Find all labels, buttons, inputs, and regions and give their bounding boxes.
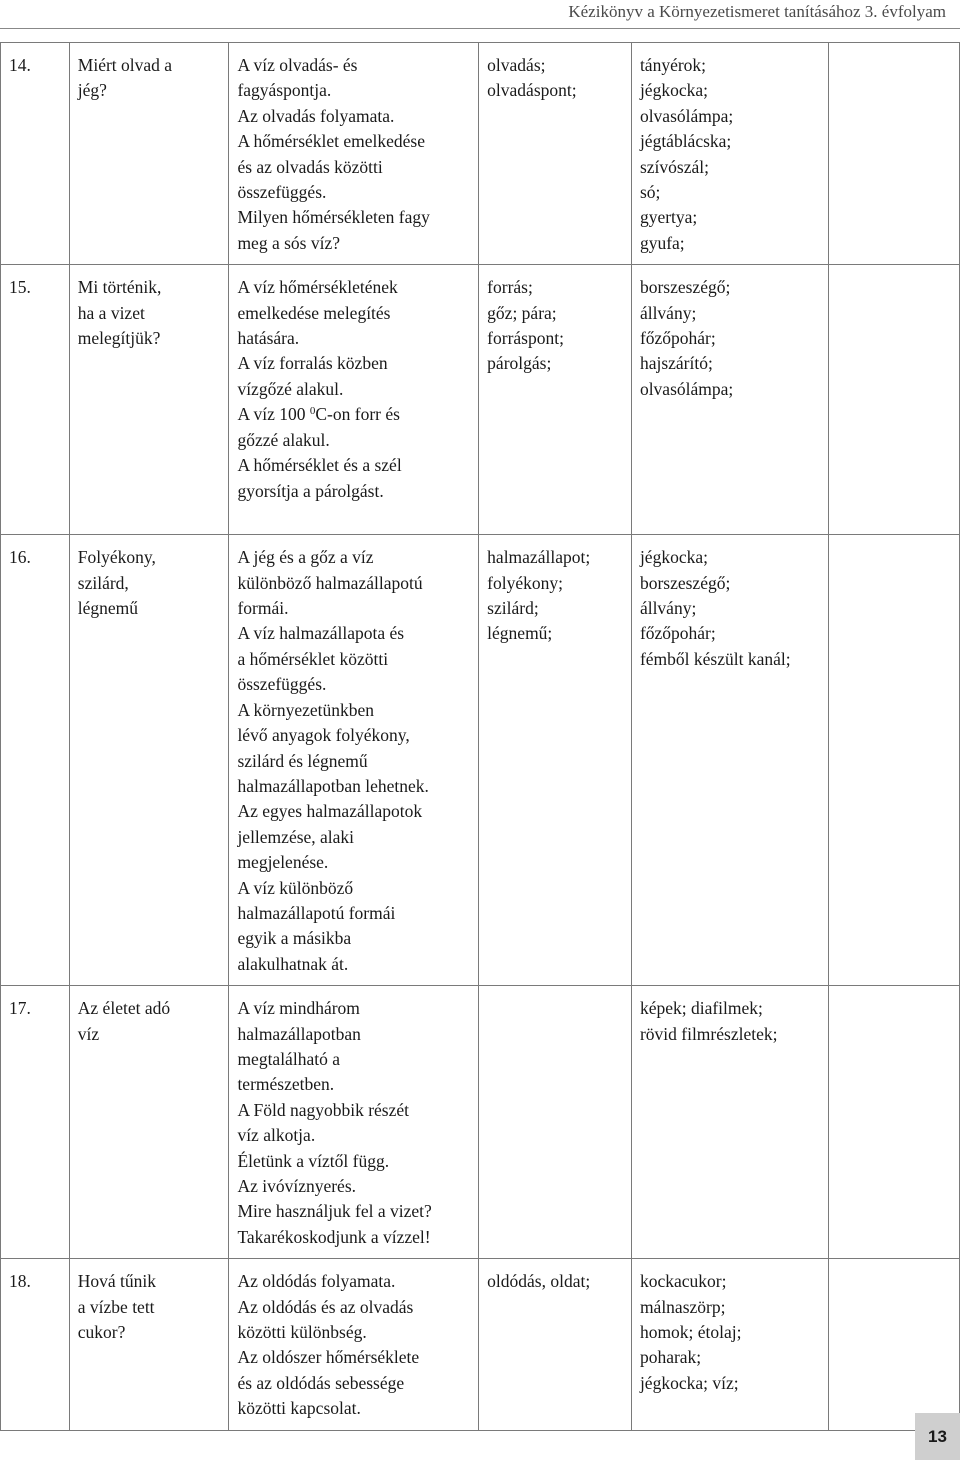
content-line: természetben. [237,1074,335,1095]
content-line: A hőmérséklet emelkedése [237,131,426,152]
topic-line: Folyékony, [77,547,156,568]
tool-line: gyufa; [639,232,685,253]
content-line: és az oldódás sebessége [237,1372,405,1393]
content-line: meg a sós víz? [237,232,340,253]
term-line: oldódás, oldat; [487,1271,591,1292]
content-line: emelkedése melegítés [237,302,391,323]
lesson-notes-cell [828,265,959,535]
term-line: forrás; [487,277,533,298]
topic-line: Miért olvad a [77,55,173,75]
lesson-number: 18. [9,1271,31,1292]
term-line: gőz; pára; [487,302,557,323]
content-line: Milyen hőmérsékleten fagy [237,207,430,228]
table-row [1,535,960,986]
tool-line: jégkocka; víz; [639,1372,739,1393]
tool-line: málnaszörp; [639,1296,726,1317]
lesson-content-cell [229,535,479,986]
tool-line: szívószál; [639,156,709,177]
topic-line: a vízbe tett [77,1296,155,1317]
topic-line: jég? [77,80,107,101]
lesson-content-cell [229,43,479,265]
topic-line: melegítjük? [77,328,161,349]
lesson-terms-cell [479,1259,632,1430]
term-line: halmazállapot; [487,547,591,568]
tool-line: jégkocka; [639,547,708,568]
content-line: megtalálható a [237,1048,340,1069]
lesson-number: 14. [9,55,31,75]
topic-line: Hová tűnik [77,1271,157,1292]
lesson-topic-cell [69,535,229,986]
content-line: különböző halmazállapotú [237,572,423,593]
lesson-number-cell [1,43,70,265]
content-line: összefüggés. [237,182,327,203]
content-line: halmazállapotban [237,1023,361,1044]
tool-line: állvány; [639,302,697,323]
content-line: Takarékoskodjunk a vízzel! [237,1226,431,1247]
content-line: Életünk a víztől függ. [237,1150,390,1171]
tool-line: képek; diafilmek; [639,998,763,1019]
lesson-topic-cell [69,986,229,1259]
content-line: halmazállapotban lehetnek. [237,775,429,796]
tool-line: borszeszégő; [639,572,731,593]
lesson-topic-cell [69,265,229,535]
lesson-number-cell [1,1259,70,1430]
table-row [1,986,960,1259]
page-number: 13 [915,1413,960,1460]
content-line: A víz forralás közben [237,353,388,374]
lesson-tools-cell [631,43,828,265]
content-line: fagyáspontja. [237,80,332,101]
tool-line: hajszárító; [639,353,713,374]
tool-line: olvasólámpa; [639,105,734,126]
degree-superscript: 0 [309,405,316,418]
table-row [1,1259,960,1430]
content-line: megjelenése. [237,852,329,873]
tool-line: tányérok; [639,55,707,75]
topic-line: víz [77,1023,100,1044]
content-line: A víz halmazállapota és [237,623,405,644]
lesson-number: 17. [9,998,31,1019]
lesson-number-cell [1,986,70,1259]
topic-line: Az életet adó [77,998,171,1019]
tool-line: főzőpohár; [639,623,716,644]
content-line: összefüggés. [237,674,327,695]
tool-line: só; [639,182,661,203]
content-line: A víz hőmérsékletének [237,277,398,298]
lesson-plan-table [0,42,960,1431]
tool-line: homok; étolaj; [639,1322,742,1343]
table-row [1,43,960,265]
topic-line: ha a vizet [77,302,145,323]
tool-line: jégkocka; [639,80,708,101]
tool-line: állvány; [639,598,697,619]
topic-line: szilárd, [77,572,129,593]
lesson-tools-cell [631,1259,828,1430]
lesson-terms-cell [479,986,632,1259]
content-line: vízgőzé alakul. [237,378,344,399]
term-line: szilárd; [487,598,539,619]
term-line: párolgás; [487,353,552,374]
term-line: folyékony; [487,572,563,593]
table-row [1,265,960,535]
content-line: víz alkotja. [237,1125,316,1146]
content-line: Az oldódás folyamata. [237,1271,396,1292]
term-line: olvadáspont; [487,80,577,101]
lesson-content-cell [229,986,479,1259]
content-text: C-on forr és [315,404,400,425]
tool-line: fémből készült kanál; [639,648,791,669]
content-line: Mire használjuk fel a vizet? [237,1201,432,1222]
lesson-tools-cell [631,986,828,1259]
lesson-number-cell [1,535,70,986]
lesson-notes-cell [828,535,959,986]
content-line: Az olvadás folyamata. [237,105,395,126]
content-line: és az olvadás közötti [237,156,383,177]
content-line: A víz mindhárom [237,998,360,1019]
tool-line: poharak; [639,1347,702,1368]
topic-line: cukor? [77,1322,126,1343]
content-line: A Föld nagyobbik részét [237,1099,410,1120]
header-rule [0,28,960,29]
topic-line: Mi történik, [77,277,162,298]
content-line: lévő anyagok folyékony, [237,725,410,746]
tool-line: gyertya; [639,207,698,228]
content-line: A víz különböző [237,877,354,898]
content-line: gyorsítja a párolgást. [237,480,384,501]
content-line: hatására. [237,328,300,349]
content-line: alakulhatnak át. [237,953,349,974]
content-line: a hőmérséklet közötti [237,648,389,669]
term-line: forráspont; [487,328,564,349]
content-line: Az ivóvíznyerés. [237,1176,357,1196]
lesson-number: 15. [9,277,31,298]
term-line: olvadás; [487,55,546,75]
content-line: gőzzé alakul. [237,429,330,450]
content-text: A víz 100 [237,404,306,425]
lesson-content-cell [229,1259,479,1430]
lesson-content-cell [229,265,479,535]
term-line: légnemű; [487,623,553,644]
running-header [0,0,960,30]
content-line: formái. [237,598,289,619]
content-line: Az oldószer hőmérséklete [237,1347,420,1368]
lesson-number-cell [1,265,70,535]
lesson-topic-cell [69,1259,229,1430]
lesson-tools-cell [631,265,828,535]
lesson-notes-cell [828,1259,959,1430]
lesson-terms-cell [479,535,632,986]
topic-line: légnemű [77,598,139,619]
lesson-number: 16. [9,547,31,568]
content-line: szilárd és légnemű [237,750,368,771]
content-line: Az egyes halmazállapotok [237,801,423,822]
tool-line: rövid filmrészletek; [639,1023,778,1044]
tool-line: főzőpohár; [639,328,716,349]
lesson-topic-cell [69,43,229,265]
content-line: közötti különbség. [237,1322,367,1343]
lesson-terms-cell [479,43,632,265]
content-line: jellemzése, alaki [237,826,355,847]
content-line: A hőmérséklet és a szél [237,455,402,476]
content-line: közötti kapcsolat. [237,1398,361,1419]
content-line: A jég és a gőz a víz [237,547,374,568]
tool-line: kockacukor; [639,1271,727,1292]
content-line: Az oldódás és az olvadás [237,1296,414,1317]
running-header-title: Kézikönyv a Környezetismeret tanításához 3. évfolyam [568,2,946,21]
tool-line: jégtáblácska; [639,131,732,152]
content-line [237,402,470,427]
content-line: A víz olvadás- és [237,55,358,75]
content-line: A környezetünkben [237,699,374,720]
lesson-tools-cell [631,535,828,986]
lesson-notes-cell [828,43,959,265]
content-line: egyik a másikba [237,928,352,949]
lesson-terms-cell [479,265,632,535]
tool-line: borszeszégő; [639,277,731,298]
content-line: halmazállapotú formái [237,902,396,923]
tool-line: olvasólámpa; [639,378,734,399]
lesson-notes-cell [828,986,959,1259]
